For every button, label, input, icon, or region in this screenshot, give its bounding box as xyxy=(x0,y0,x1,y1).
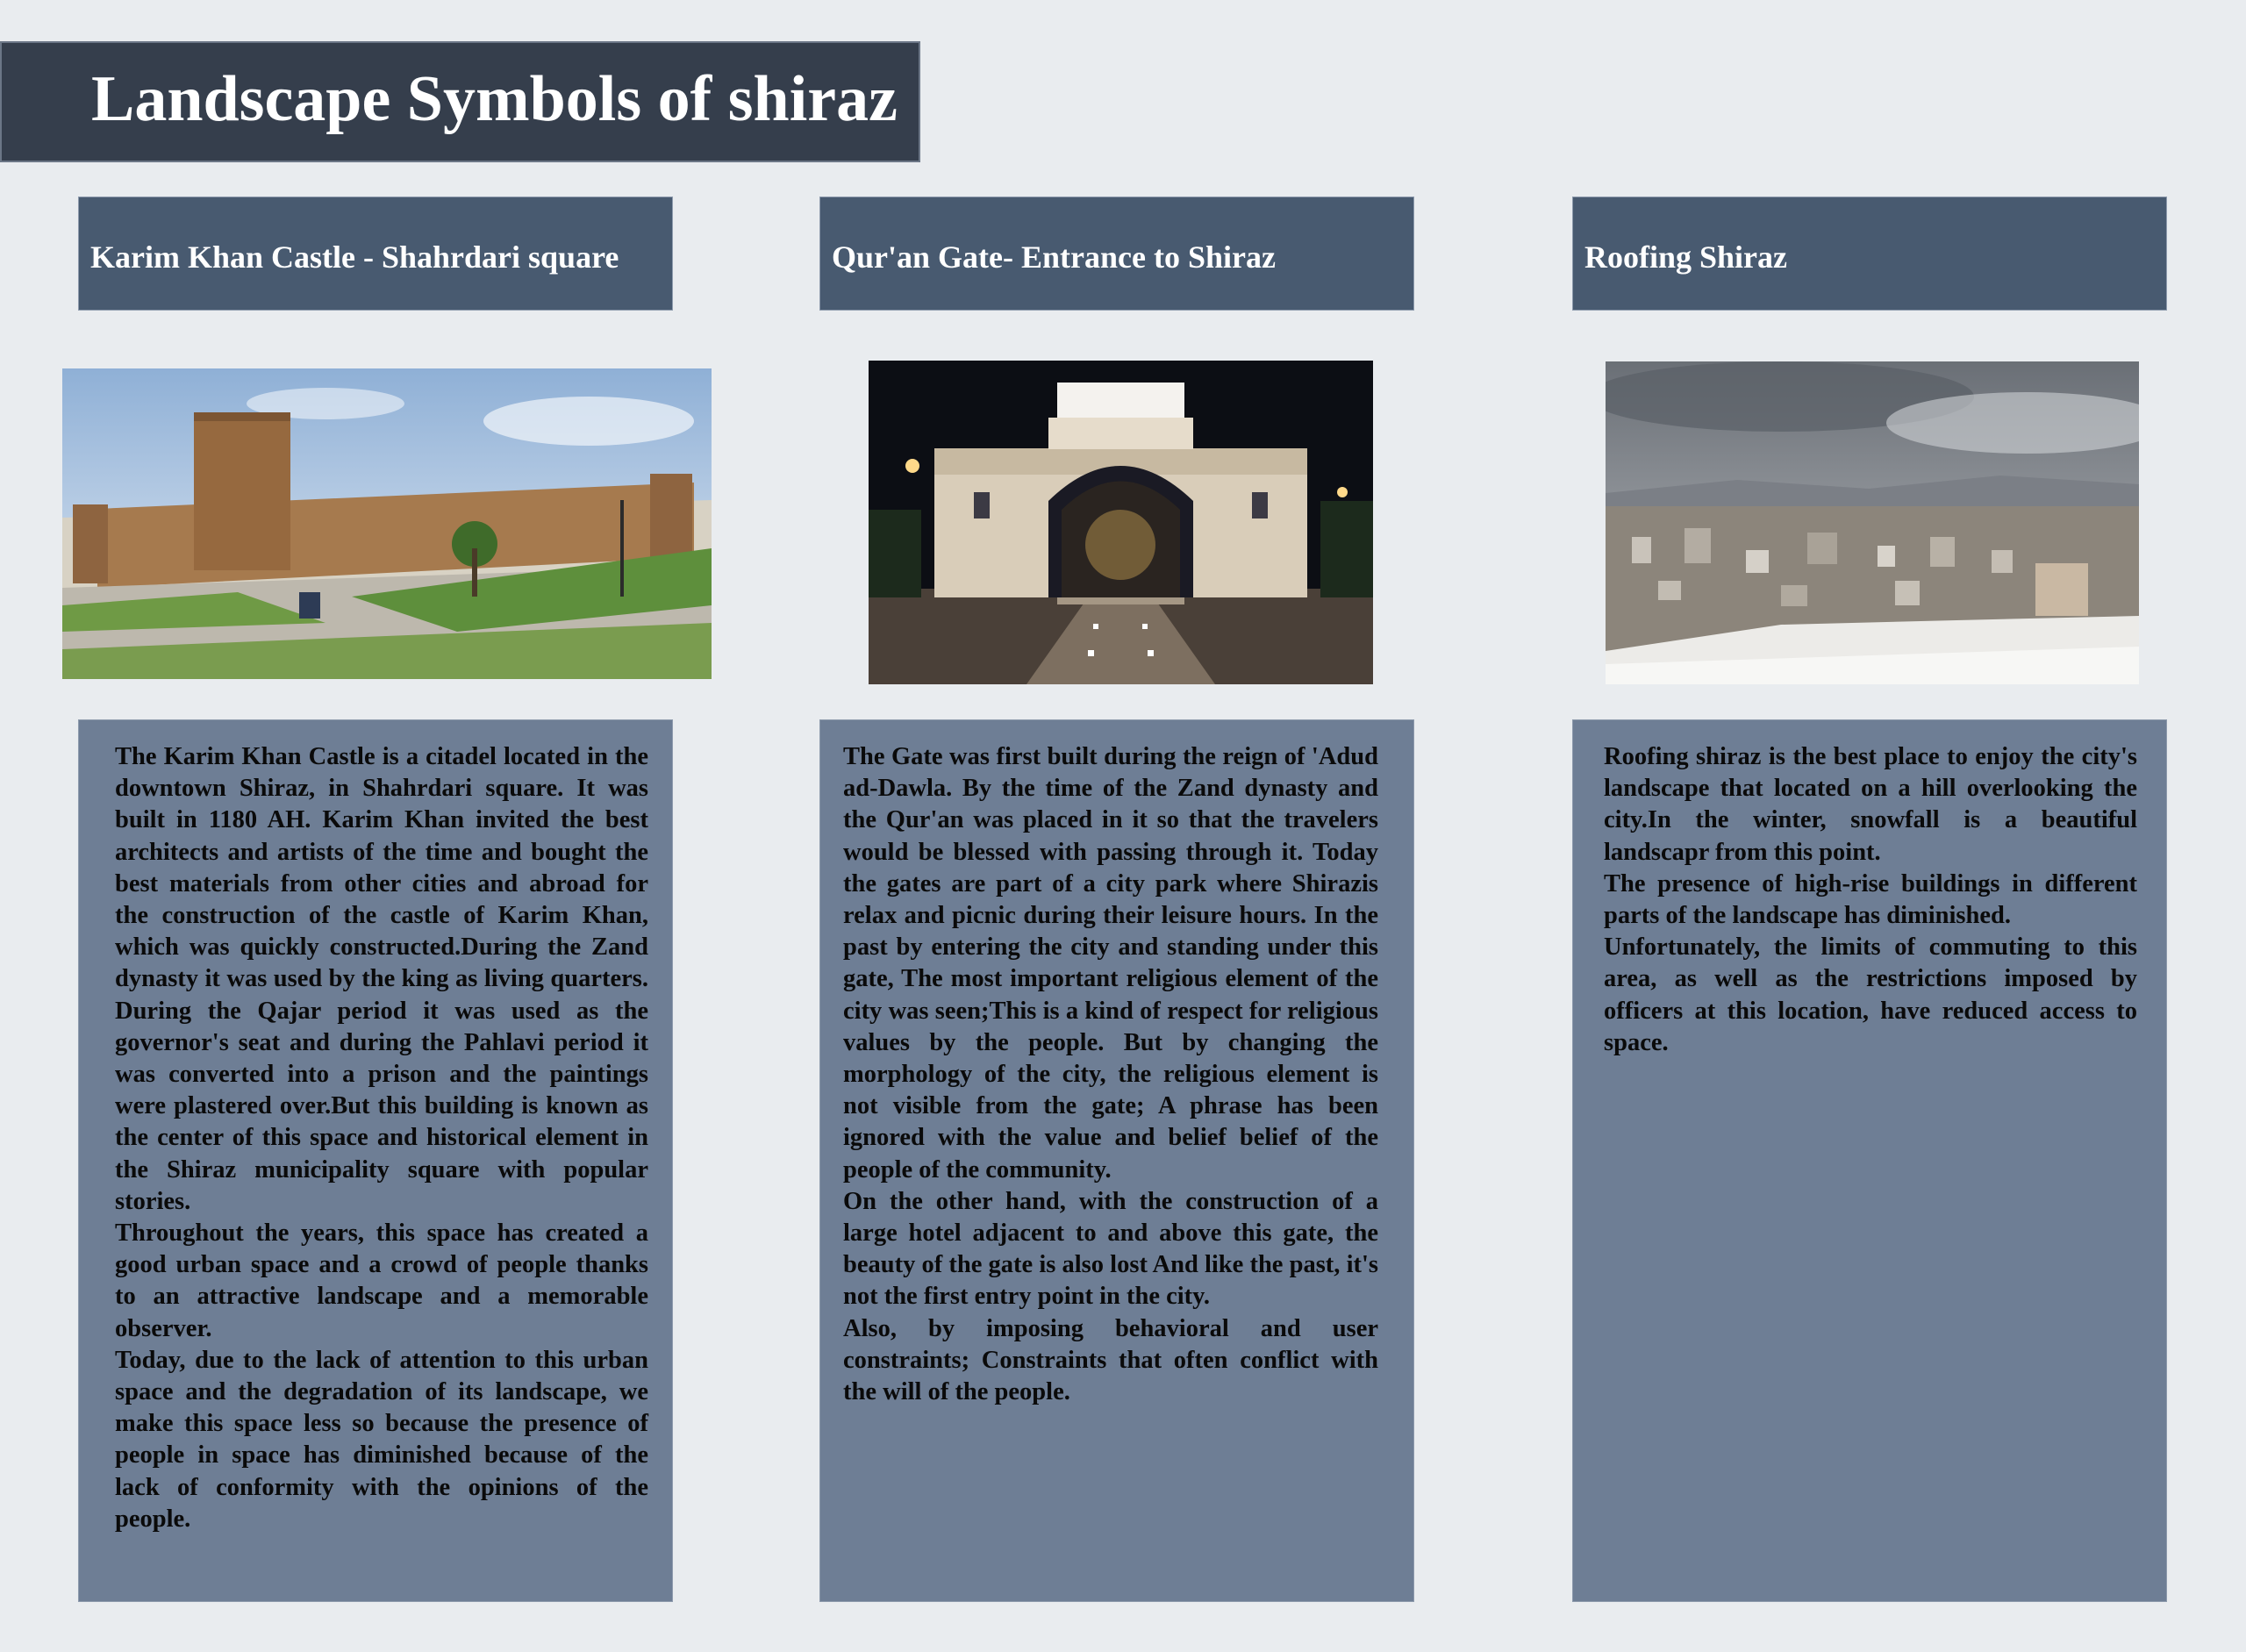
card-paragraph: The Karim Khan Castle is a citadel located in the downtown Shiraz, in Shahrdari square. It was built in 1180 AH. Karim Khan invited the best architects and artists of the time and bought the best materials from other cities and abroad for the construction of the castle of Karim Khan, which was quickly constructed.During the Zand dynasty it was used by the king as living quarters. During the Qajar period it was used as the governor's seat and during the Pahlavi period it was converted into a prison and the paintings were plastered over.But this building is known as the center of this space and historical element in the Shiraz municipality square with popular stories. xyxy=(115,743,648,1215)
card-header-karim-khan xyxy=(78,197,673,311)
card-header-quran-gate xyxy=(819,197,1414,311)
page-title: Landscape Symbols of shiraz xyxy=(91,63,898,135)
card-paragraph: The presence of high-rise buildings in different parts of the landscape has diminished. xyxy=(1604,869,2137,930)
karim-khan-castle-photo xyxy=(62,368,712,679)
roofing-shiraz-photo xyxy=(1606,361,2139,684)
card-paragraph: Throughout the years, this space has created a good urban space and a crowd of people thanks to an attractive landscape and a memorable observer. xyxy=(115,1219,648,1342)
card-body-roofing xyxy=(1572,719,2167,1602)
card-description xyxy=(115,741,648,1535)
card-body-karim-khan xyxy=(78,719,673,1602)
castle-illustration xyxy=(62,368,712,679)
card-header-roofing xyxy=(1572,197,2167,311)
title-banner xyxy=(0,41,920,162)
quran-gate-photo xyxy=(869,361,1373,684)
gate-illustration xyxy=(869,361,1373,684)
card-body-quran-gate xyxy=(819,719,1414,1602)
card-paragraph: Also, by imposing behavioral and user constraints; Constraints that often conflict with the will of the people. xyxy=(843,1314,1378,1406)
card-heading: Karim Khan Castle - Shahrdari square xyxy=(90,240,619,275)
card-paragraph: Unfortunately, the limits of commuting to this area, as well as the restrictions imposed by officers at this location, have reduced access to space. xyxy=(1604,933,2137,1056)
cityscape-illustration xyxy=(1606,361,2139,684)
card-description xyxy=(843,741,1378,1408)
card-paragraph: Roofing shiraz is the best place to enjoy the city's landscape that located on a hill overlooking the city.In the winter, snowfall is a beautiful landscapr from this point. xyxy=(1604,743,2137,866)
card-heading: Roofing Shiraz xyxy=(1584,240,1788,275)
card-paragraph: On the other hand, with the construction of a large hotel adjacent to and above this gate, the beauty of the gate is also lost And like the past, it's not the first entry point in the city. xyxy=(843,1187,1378,1311)
card-paragraph: Today, due to the lack of attention to this urban space and the degradation of its landscape, we make this space less so because the presence of people in space has diminished because of the lack of conformity with the opinions of the people. xyxy=(115,1346,648,1533)
card-heading: Qur'an Gate- Entrance to Shiraz xyxy=(832,240,1276,275)
card-description xyxy=(1604,741,2137,1059)
card-paragraph: The Gate was first built during the reign of 'Adud ad-Dawla. By the time of the Zand dynasty and the Qur'an was placed in it so that the travelers would be blessed with passing through it. Today the gates are part of a city park where Shirazis relax and picnic during their leisure hours. In the past by entering the city and standing under this gate, The most important religious element of the city was seen;This is a kind of respect for religious values by the people. But by changing the morphology of the city, the religious element is not visible from the gate; A phrase has been ignored with the value and belief belief of the people of the community. xyxy=(843,743,1378,1184)
